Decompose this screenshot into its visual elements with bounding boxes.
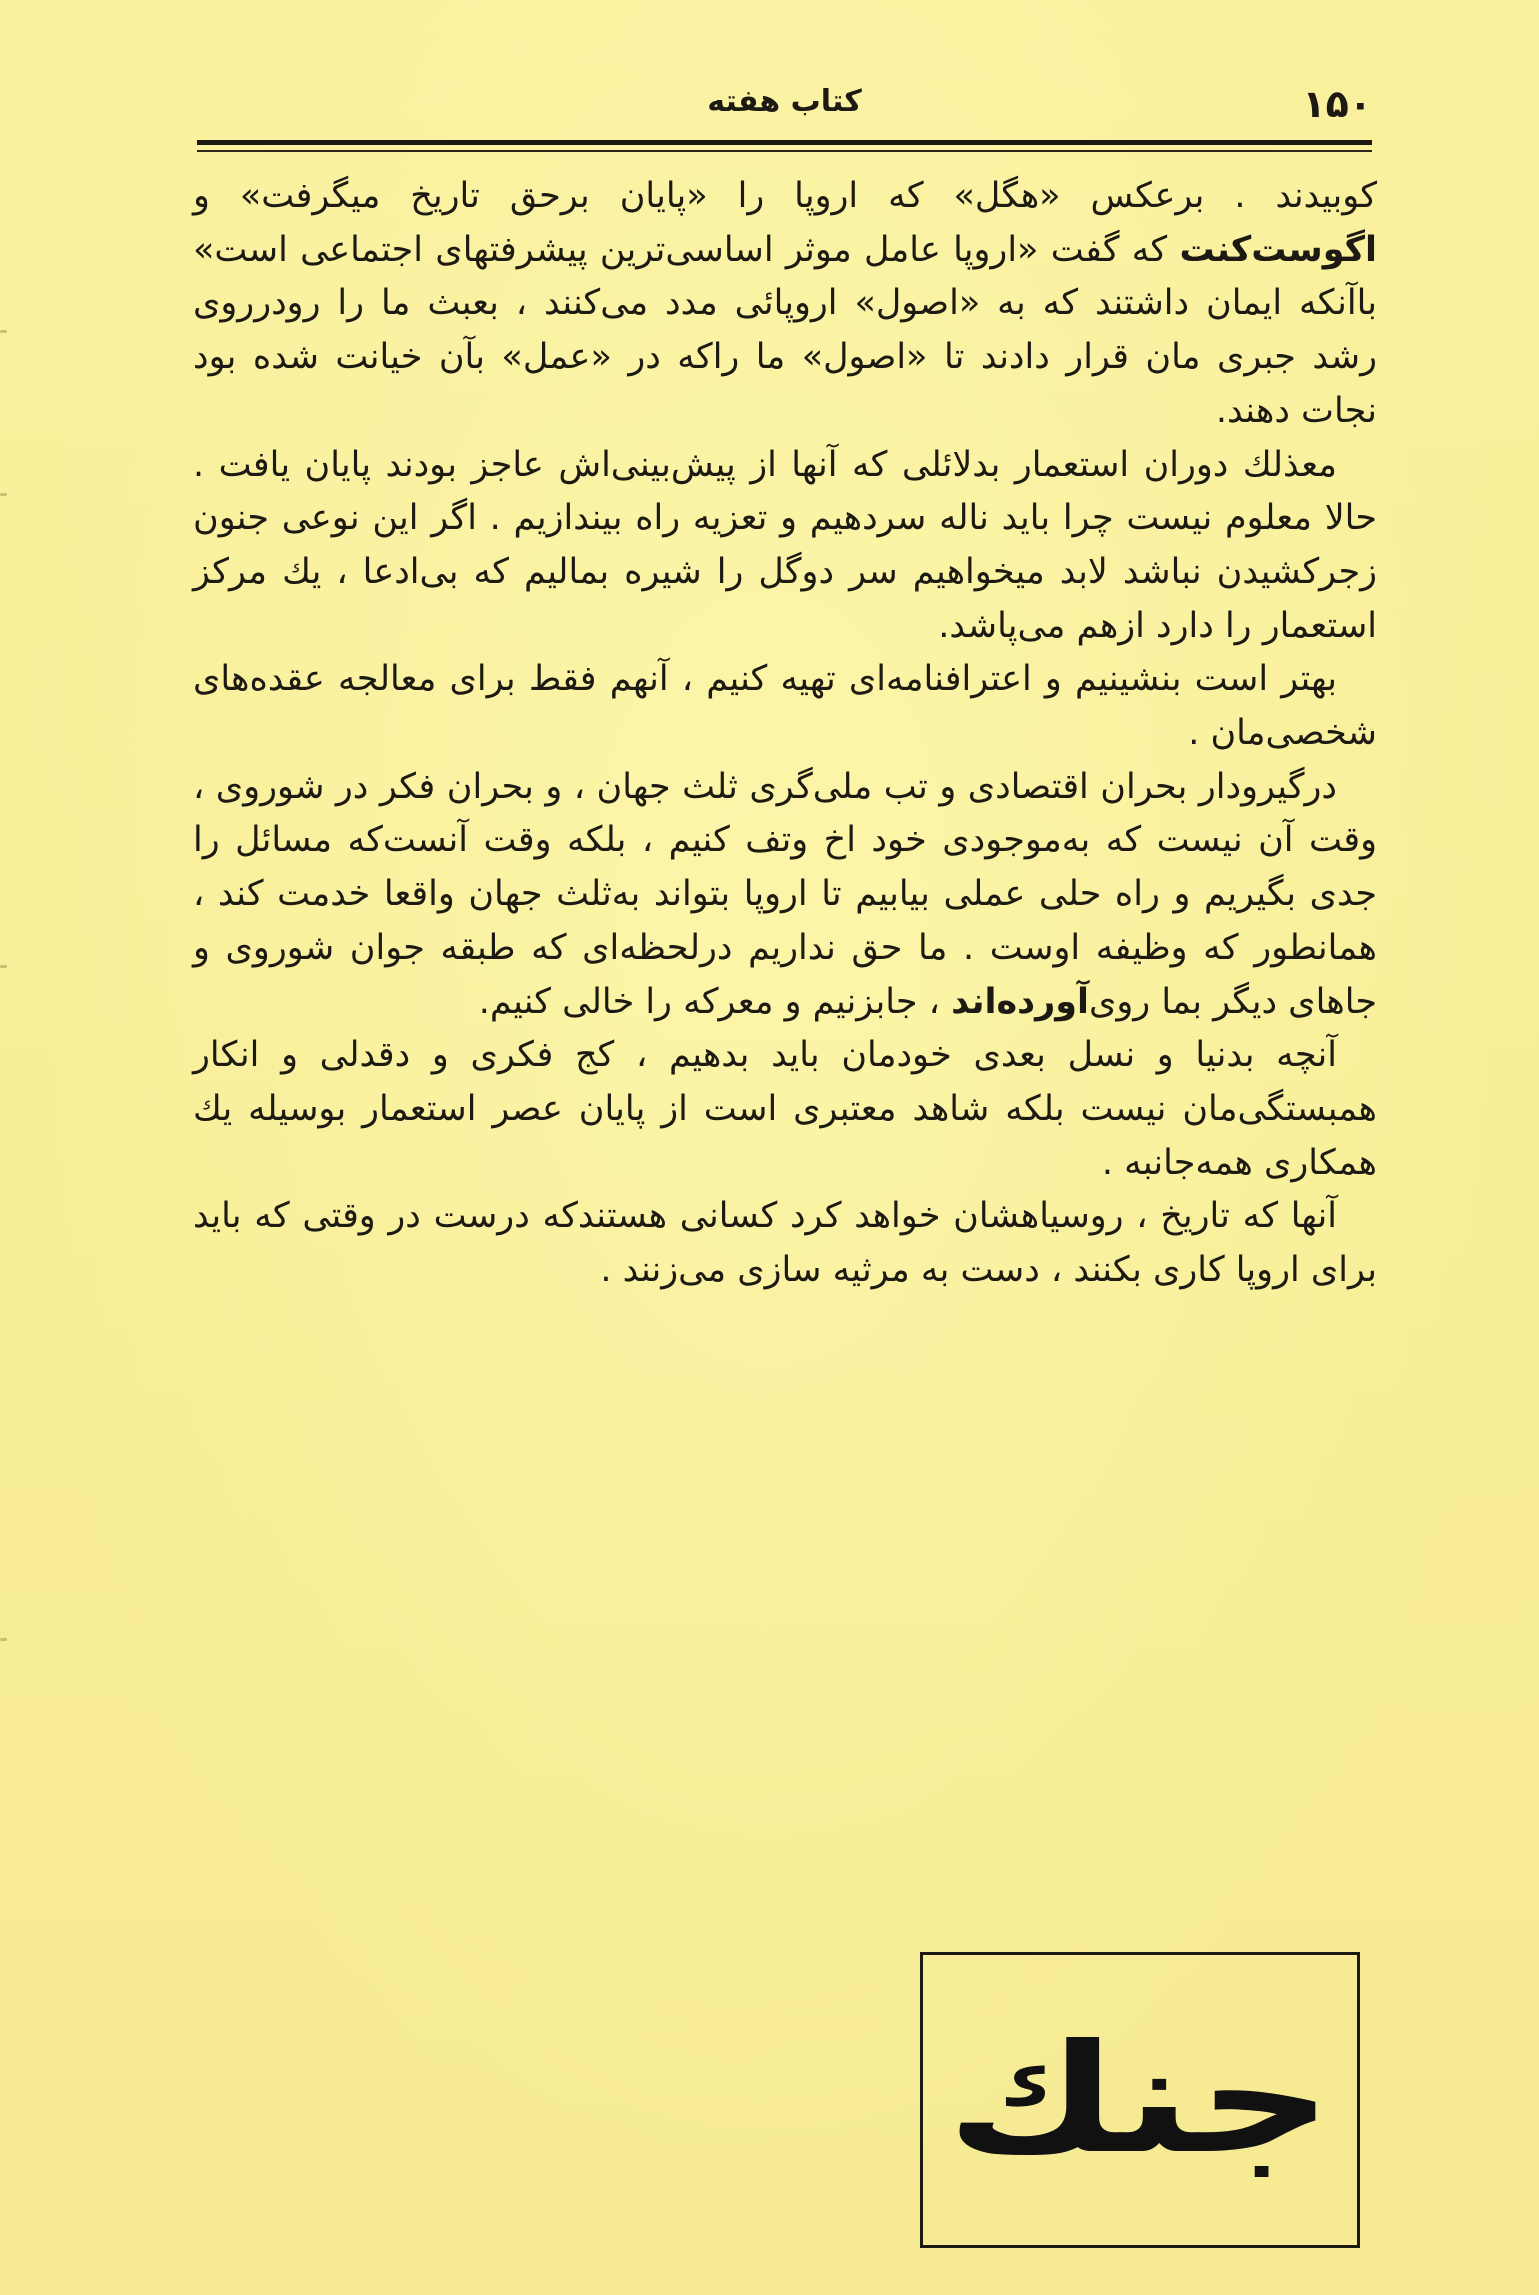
paragraph-5-text: آنچه بدنیا و نسل بعدی خودمان باید بدهیم ، کج فکری و دقدلی و انکار همبستگی‌مان نیست بلکه شاهد معتبری است از پایان عصر استعمار بوسیله یك همکاری همه‌جانبه . xyxy=(193,1035,1377,1183)
article-body xyxy=(193,170,1377,1298)
punch-mark xyxy=(0,1638,7,1641)
paragraph-3-text: بهتر است بنشینیم و اعترافنامه‌ای تهیه کنیم ، آنهم فقط برای معالجه عقده‌های شخصی‌مان . xyxy=(193,659,1377,754)
paragraph-2-text: معذلك دوران استعمار بدلائلی که آنها از پیش‌بینی‌اش عاجز بودند پایان یافت . حالا معلوم نیست چرا باید ناله سردهیم و تعزیه راه بیندازیم . اگر این نوعی جنون زجرکشیدن نباشد لابد میخواهیم سر دوگل را شیره بمالیم که بی‌ادعا ، یك مرکز استعمار را دارد ازهم می‌پاشد. xyxy=(193,444,1377,646)
header-rule-thick xyxy=(197,140,1372,145)
paragraph-4-text-rest: ، جابزنیم و معرکه را خالی کنیم. xyxy=(478,981,952,1022)
paragraph-1 xyxy=(193,170,1377,439)
paragraph-1-text-rest: که گفت «اروپا عامل موثر اساسی‌ترین پیشرفتهای اجتماعی است» باآنکه ایمان داشتند که به «اصول» اروپائی مدد می‌کنند ، بعبث ما را رودرروی رشد جبری مان قرار دادند تا «اصول» ما راکه در «عمل» بآن خیانت شده بود نجات دهند. xyxy=(193,229,1377,431)
section-title-word: جنك xyxy=(946,2013,1334,2187)
punch-mark xyxy=(0,965,7,968)
paragraph-4-text: درگیرودار بحران اقتصادی و تب ملی‌گری ثلث جهان ، و بحران فکر در شوروی ، وقت آن نیست که به‌موجودی خود اخ وتف کنیم ، بلکه وقت آنست‌که مسائل را جدی بگیریم و راه حلی عملی بیابیم تا اروپا بتواند به‌ثلث جهان واقعا خدمت کند ، همانطور که وظیفه اوست . ما حق نداریم درلحظه‌ای که طبقه جوان شوروی و جاهای دیگر بما روی‌ xyxy=(193,766,1377,1022)
paragraph-3 xyxy=(193,653,1377,760)
paragraph-1-bold-name: اگوست‌کنت xyxy=(1179,229,1377,270)
header-rule-thin xyxy=(197,150,1372,152)
paragraph-1-text: کوبیدند . برعکس «هگل» که اروپا را «پایان برحق تاریخ میگرفت» و xyxy=(193,176,1377,216)
punch-mark xyxy=(0,493,7,496)
paragraph-2 xyxy=(193,439,1377,654)
paragraph-4-bold-word: آورده‌اند xyxy=(951,981,1089,1022)
header-title: کتاب هفته xyxy=(707,84,862,119)
paragraph-6-text: آنها که تاریخ ، روسیاهشان خواهد کرد کسانی هستندکه درست در وقتی که باید برای اروپا کاری بکنند ، دست به مرثیه سازی می‌زنند . xyxy=(193,1196,1377,1291)
paragraph-5 xyxy=(193,1029,1377,1190)
page-number: ۱۵۰ xyxy=(1302,82,1372,126)
running-header xyxy=(197,82,1372,126)
section-title-box xyxy=(920,1952,1360,2248)
paragraph-6 xyxy=(193,1190,1377,1297)
punch-mark xyxy=(0,330,7,333)
paragraph-4 xyxy=(193,761,1377,1030)
